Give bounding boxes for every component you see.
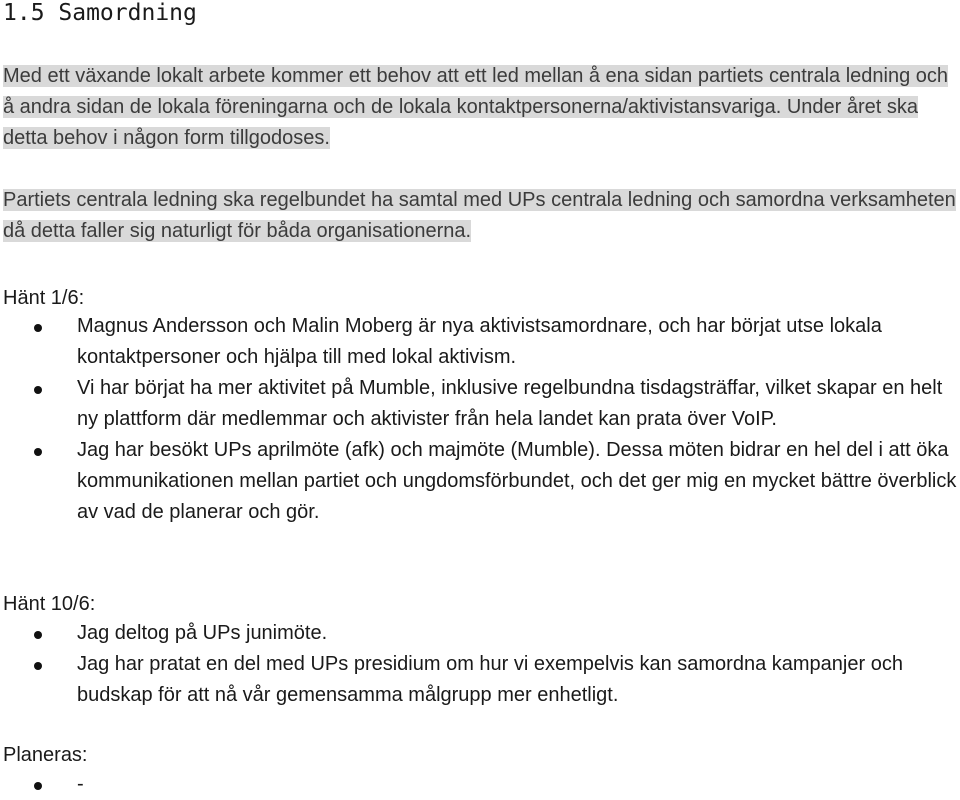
list-item-text: Magnus Andersson och Malin Moberg är nya aktivistsamordnare, och har börjat utse lokala kontaktpersoner och hjälpa till med lokal aktivism. (77, 315, 882, 368)
bullet-dot-icon (34, 386, 42, 394)
intro-paragraph (3, 61, 958, 154)
section-label-hant-10-6: Hänt 10/6: (3, 593, 96, 615)
bullet-dot-icon (34, 631, 42, 639)
list-item-text: Jag deltog på UPs junimöte. (77, 622, 328, 644)
list-item-text: Jag har besökt UPs aprilmöte (afk) och majmöte (Mumble). Dessa möten bidrar en hel del i att öka kommunikationen mellan partiet och ungdomsförbundet, och det ger mig en mycket bättre överblick av vad de planerar och gör. (77, 439, 957, 523)
section-label-hant-1-6: Hänt 1/6: (3, 287, 85, 309)
bullet-dot-icon (34, 448, 42, 456)
bullet-dot-icon (34, 782, 42, 790)
list-item (3, 649, 958, 711)
bullet-list-hant-1-6 (3, 311, 958, 528)
list-item (3, 618, 958, 649)
list-item (3, 373, 958, 435)
list-item (3, 769, 958, 800)
list-item (3, 435, 958, 528)
bullet-dot-icon (34, 662, 42, 670)
bullet-list-planeras (3, 769, 958, 800)
list-item-text: - (77, 773, 84, 795)
list-item-text: Jag har pratat en del med UPs presidium om hur vi exempelvis kan samordna kampanjer och budskap för att nå vår gemensamma målgrupp mer enhetligt. (77, 653, 903, 706)
list-item-text: Vi har börjat ha mer aktivitet på Mumble, inklusive regelbundna tisdagsträffar, vilket skapar en helt ny plattform där medlemmar och aktivister från hela landet kan prata över VoIP. (77, 377, 943, 430)
list-item (3, 311, 958, 373)
highlighted-text: Med ett växande lokalt arbete kommer ett behov att ett led mellan å ena sidan partiets centrala ledning och å andra sidan de lokala föreningarna och de lokala kontaktpersonerna/aktivistansvariga. Under året ska detta behov i någon form tillgodoses. (3, 65, 948, 149)
section-label-planeras: Planeras: (3, 744, 88, 766)
highlighted-text: Partiets centrala ledning ska regelbundet ha samtal med UPs centrala ledning och samordna verksamheten då detta faller sig naturligt för båda organisationerna. (3, 189, 956, 242)
coordination-paragraph (3, 185, 958, 247)
document-page (3, 0, 958, 795)
section-heading: 1.5 Samordning (3, 0, 197, 26)
bullet-list-hant-10-6 (3, 618, 958, 711)
bullet-dot-icon (34, 324, 42, 332)
